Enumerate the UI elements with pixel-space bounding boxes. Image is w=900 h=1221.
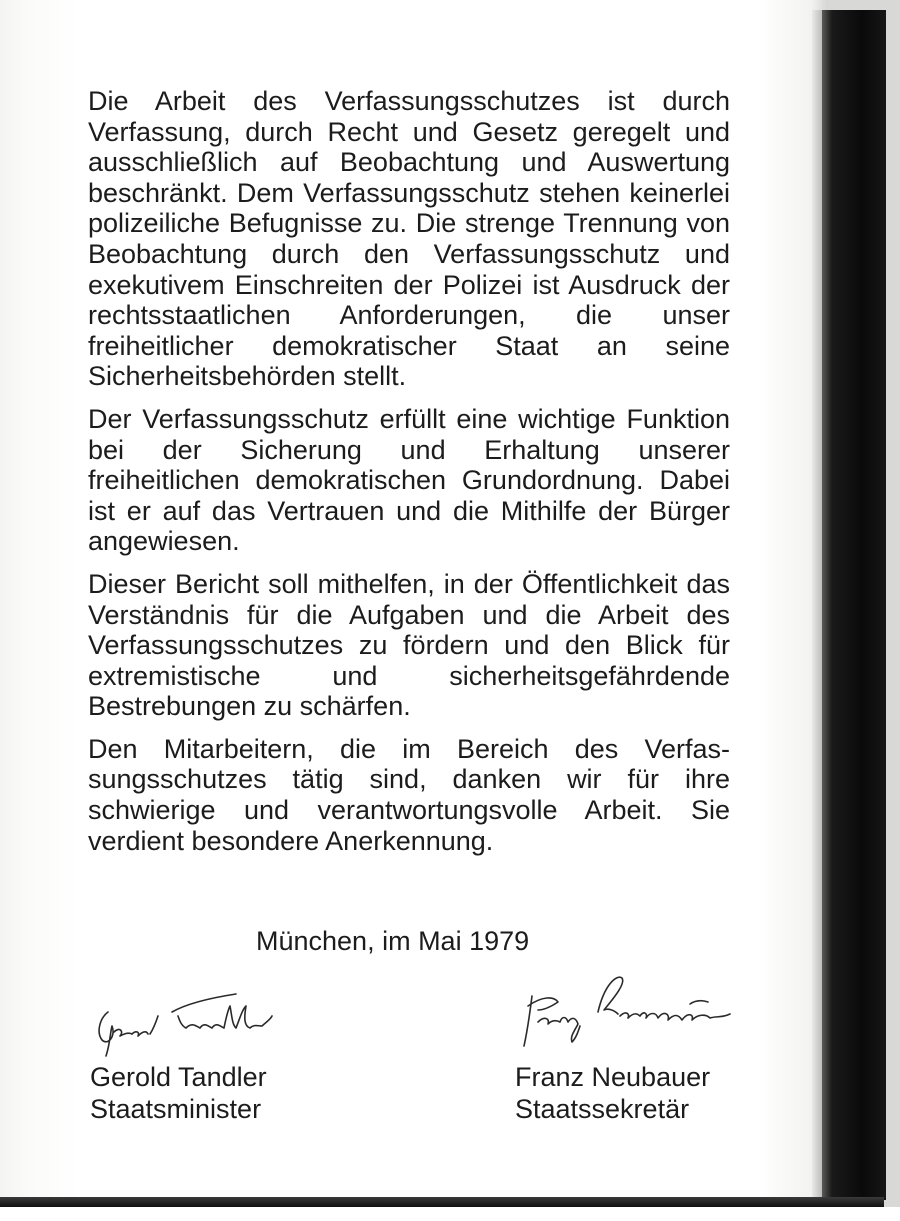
- paragraph-2: Der Verfassungsschutz erfüllt eine wichtige Funktion bei der Sicherung und Erhaltung unserer freiheitlichen demokratischen Grundordnung. Dabei ist er auf das Vertrauen und die Mithilfe der Bürger angewiesen.: [88, 403, 730, 557]
- signature-gerold-tandler: [86, 982, 306, 1062]
- signature-franz-neubauer: [508, 966, 758, 1066]
- signer-title-1: Staatsminister: [90, 1094, 262, 1124]
- scan-margin: [0, 1207, 900, 1221]
- book-spine: [822, 10, 886, 1200]
- place-date: München, im Mai 1979: [256, 926, 530, 956]
- signer-title-2: Staatssekretär: [515, 1094, 690, 1124]
- paragraph-3: Dieser Bericht soll mithelfen, in der Öffentlichkeit das Verständnis für die Aufgaben und die Arbeit des Verfassungsschutzes zu fördern und den Blick für extremistische und sicherheitsgefährdende Bestrebungen zu schärfen.: [88, 568, 730, 722]
- paragraph-4: Den Mitarbeitern, die im Bereich des Verfassungsschutzes tätig sind, danken wir für ihre schwierige und verantwortungsvolle Arbeit. Sie verdient besondere Anerkennung.: [88, 733, 730, 856]
- signer-name-2: Franz Neubauer: [515, 1062, 711, 1092]
- signer-name-1: Gerold Tandler: [90, 1062, 267, 1092]
- page-edge-shadow: [812, 10, 822, 1200]
- body-text: [88, 86, 730, 868]
- paragraph-1: Die Arbeit des Verfassungsschutzes ist durch Verfassung, durch Recht und Gesetz geregelt und ausschließlich auf Beobachtung und Auswertung beschränkt. Dem Verfassungsschutz stehen keinerlei polizeiliche Befugnisse zu. Die strenge Trennung von Beobachtung durch den Verfassungsschutz und exekutivem Einschreiten der Polizei ist Ausdruck der rechtsstaatlichen Anforderungen, die unser freiheitlicher demokratischer Staat an seine Sicherheitsbehörden stellt.: [88, 86, 730, 392]
- page-bottom-edge: [0, 1197, 884, 1207]
